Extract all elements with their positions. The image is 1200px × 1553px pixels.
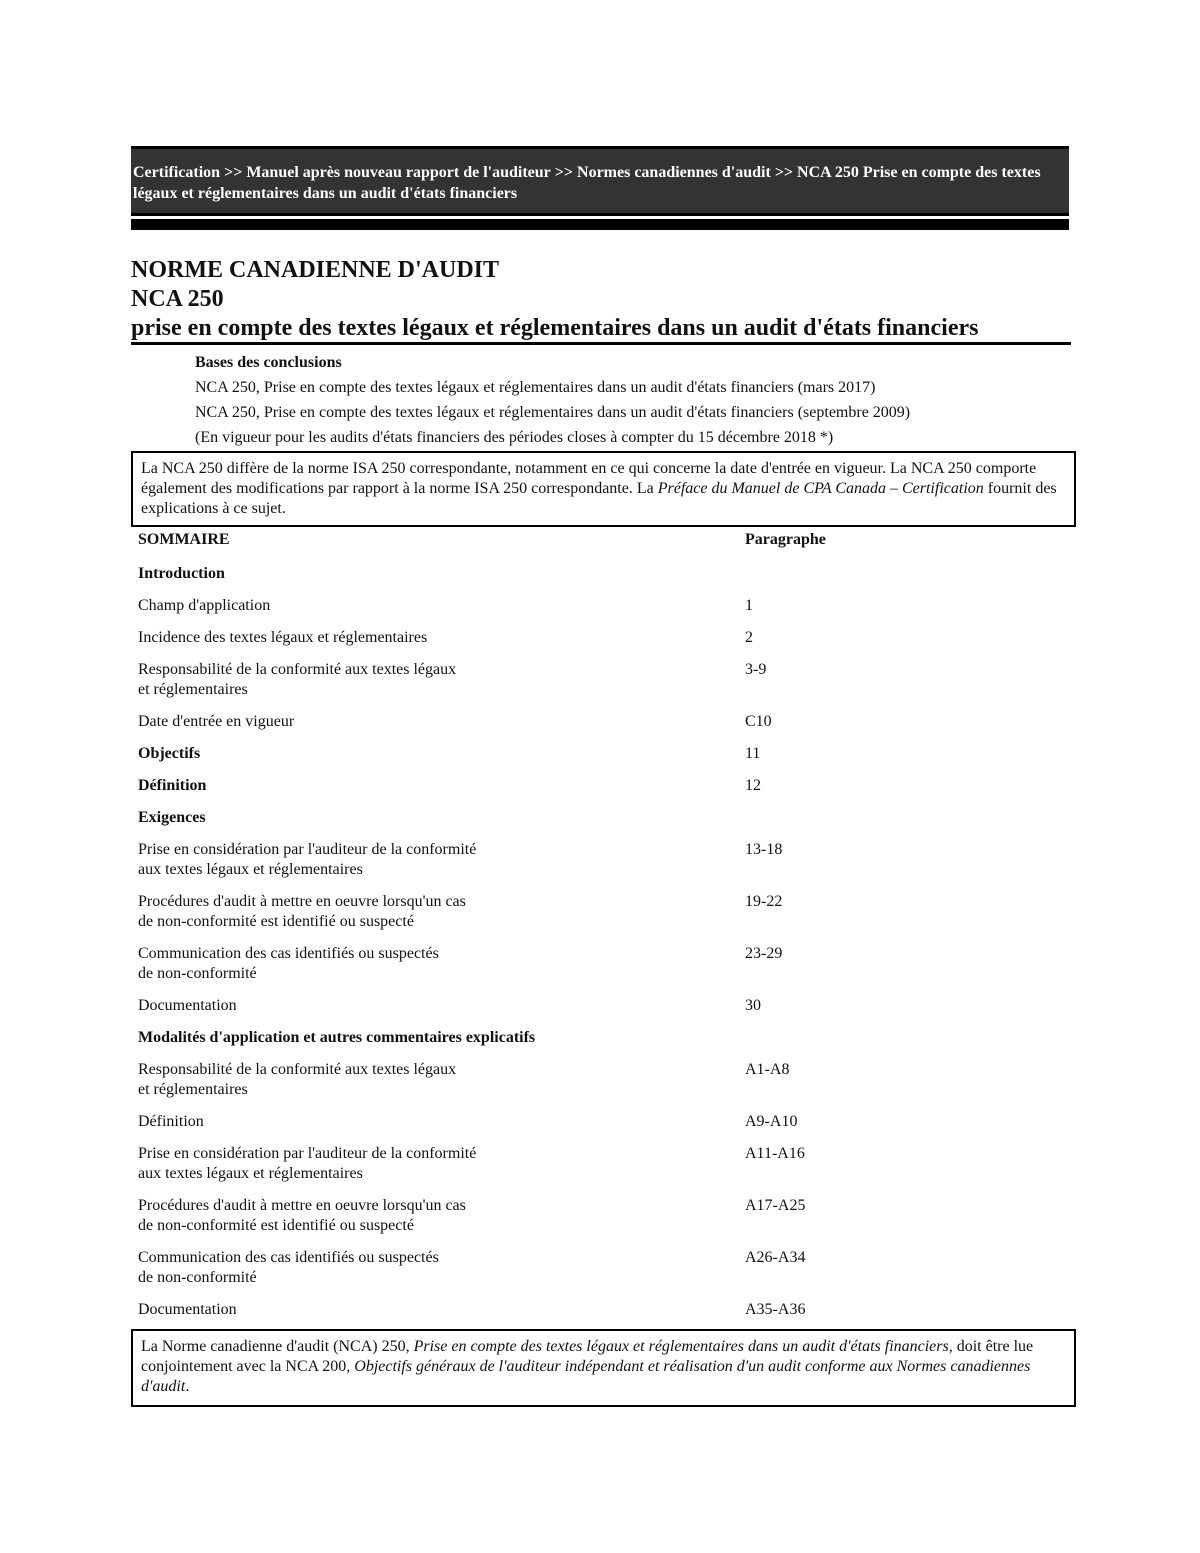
toc-row-paragraph: 1 [745, 597, 753, 614]
toc-row-label-line: et réglementaires [138, 1081, 248, 1098]
breadcrumb [131, 146, 1069, 216]
title-standard-type: NORME CANADIENNE D'AUDIT [131, 257, 500, 283]
note-text: fournit des explications à ce sujet. [141, 480, 1057, 517]
note-text: , doit être lue conjointement avec la NCA 200, [141, 1338, 1034, 1375]
toc-row-paragraph: 11 [745, 745, 761, 762]
toc-row-label-line: Responsabilité de la conformité aux textes légaux [138, 661, 457, 678]
toc-row-paragraph: A11-A16 [745, 1145, 805, 1162]
toc-row-label-line: Date d'entrée en vigueur [138, 713, 295, 730]
bases-heading: Bases des conclusions [195, 354, 342, 371]
breadcrumb-item-manuel[interactable]: Manuel après nouveau rapport de l'auditeur [246, 164, 551, 181]
toc-row-label [138, 808, 698, 828]
note-italic-title: Objectifs généraux de l'auditeur indépendant et réalisation d'un audit conforme aux Normes canadiennes d'audit [141, 1358, 1031, 1395]
header-divider [131, 219, 1069, 230]
toc-row-paragraph: A17-A25 [745, 1197, 806, 1214]
reading-note [131, 1329, 1076, 1407]
toc-row-label [138, 1028, 698, 1048]
toc-row-label-line: Documentation [138, 997, 237, 1014]
bases-des-conclusions [195, 350, 1065, 450]
toc-row-label [138, 712, 698, 732]
breadcrumb-separator: >> [224, 164, 243, 181]
toc-row-label-line: Procédures d'audit à mettre en oeuvre lorsqu'un cas [138, 1197, 466, 1214]
note-text: La NCA 250 diffère de la norme ISA 250 correspondante, notamment en ce qui concerne la date d'entrée en vigueur. La NCA 250 comporte également des modifications par rapport à la norme ISA 250 correspondante. La [141, 460, 1037, 497]
toc-row-paragraph: A9-A10 [745, 1113, 798, 1130]
toc-header-sommaire: SOMMAIRE [138, 531, 230, 548]
toc-row-label [138, 628, 698, 648]
toc-row-label [138, 744, 698, 764]
isa-difference-note [131, 451, 1076, 527]
note-italic-preface: Préface du Manuel de CPA Canada – Certification [657, 480, 984, 497]
toc-row-label-line: Définition [138, 777, 207, 794]
toc-row-label [138, 996, 698, 1016]
toc-row-label-line: de non-conformité est identifié ou suspecté [138, 1217, 414, 1234]
toc-header-paragraphe: Paragraphe [745, 531, 826, 548]
toc-row-label [138, 596, 698, 616]
toc-row-label-line: Introduction [138, 565, 225, 582]
breadcrumb-item-current: NCA 250 Prise en compte des textes légaux et réglementaires dans un audit d'états financiers [133, 164, 1041, 202]
breadcrumb-separator: >> [554, 164, 574, 181]
toc-row-label-line: de non-conformité est identifié ou suspecté [138, 913, 414, 930]
toc-row-label-line: de non-conformité [138, 965, 257, 982]
toc-row-label-line: de non-conformité [138, 1269, 257, 1286]
toc-row-paragraph: A1-A8 [745, 1061, 790, 1078]
toc-row-label [138, 1060, 698, 1100]
toc-row-paragraph: C10 [745, 713, 772, 730]
effective-date-note: (En vigueur pour les audits d'états financiers des périodes closes à compter du 15 décembre 2018 *) [195, 429, 834, 446]
toc-row-label [138, 1196, 698, 1236]
toc-row-label [138, 944, 698, 984]
toc-row-label-line: aux textes légaux et réglementaires [138, 1165, 363, 1182]
toc-row-label [138, 1300, 698, 1320]
toc-row-label-line: Prise en considération par l'auditeur de la conformité [138, 841, 477, 858]
bases-link-2009[interactable]: NCA 250, Prise en compte des textes légaux et réglementaires dans un audit d'états financiers (septembre 2009) [195, 404, 911, 421]
toc-row-label-line: Modalités d'application et autres commentaires explicatifs [138, 1029, 536, 1046]
breadcrumb-item-normes[interactable]: Normes canadiennes d'audit [577, 164, 771, 181]
title-standard-name: prise en compte des textes légaux et réglementaires dans un audit d'états financiers [131, 315, 979, 341]
toc-row-label-line: Procédures d'audit à mettre en oeuvre lorsqu'un cas [138, 893, 466, 910]
toc-row-label [138, 1248, 698, 1288]
toc-row-paragraph: 12 [745, 777, 761, 794]
toc-row-label-line: Responsabilité de la conformité aux textes légaux [138, 1061, 457, 1078]
toc-row-label [138, 564, 698, 584]
toc-row-label-line: Définition [138, 1113, 204, 1130]
toc-row-paragraph: 30 [745, 997, 761, 1014]
breadcrumb-separator: >> [774, 164, 794, 181]
toc-row-paragraph: 23-29 [745, 945, 783, 962]
document-title [131, 256, 1071, 343]
toc-row-label-line: aux textes légaux et réglementaires [138, 861, 363, 878]
toc-row-label [138, 660, 698, 700]
toc-row-label [138, 1112, 698, 1132]
toc-row-label [138, 776, 698, 796]
toc-row-label [138, 840, 698, 880]
toc-row-label-line: Communication des cas identifiés ou suspectés [138, 1249, 439, 1266]
note-italic-title: Prise en compte des textes légaux et réglementaires dans un audit d'états financiers [413, 1338, 949, 1355]
toc-row-paragraph: 13-18 [745, 841, 783, 858]
toc-row-paragraph: A26-A34 [745, 1249, 806, 1266]
toc-row-label-line: Champ d'application [138, 597, 271, 614]
breadcrumb-item-certification[interactable]: Certification [133, 164, 221, 181]
note-text: La Norme canadienne d'audit (NCA) 250, [141, 1338, 414, 1355]
bases-link-2017[interactable]: NCA 250, Prise en compte des textes légaux et réglementaires dans un audit d'états financiers (mars 2017) [195, 379, 876, 396]
toc-row-label-line: et réglementaires [138, 681, 248, 698]
title-standard-number: NCA 250 [131, 286, 224, 312]
toc-row-label [138, 892, 698, 932]
note-text: . [185, 1378, 190, 1395]
toc-row-paragraph: 19-22 [745, 893, 783, 910]
toc-row-label [138, 1144, 698, 1184]
toc-row-label-line: Prise en considération par l'auditeur de la conformité [138, 1145, 477, 1162]
toc-row-label-line: Documentation [138, 1301, 237, 1318]
toc-row-label-line: Objectifs [138, 745, 201, 762]
toc-row-paragraph: 3-9 [745, 661, 767, 678]
toc-row-label-line: Exigences [138, 809, 206, 826]
title-divider [131, 342, 1071, 345]
toc-row-label-line: Communication des cas identifiés ou suspectés [138, 945, 439, 962]
toc-row-paragraph: A35-A36 [745, 1301, 806, 1318]
toc-row-paragraph: 2 [745, 629, 753, 646]
toc-row-label-line: Incidence des textes légaux et réglementaires [138, 629, 428, 646]
